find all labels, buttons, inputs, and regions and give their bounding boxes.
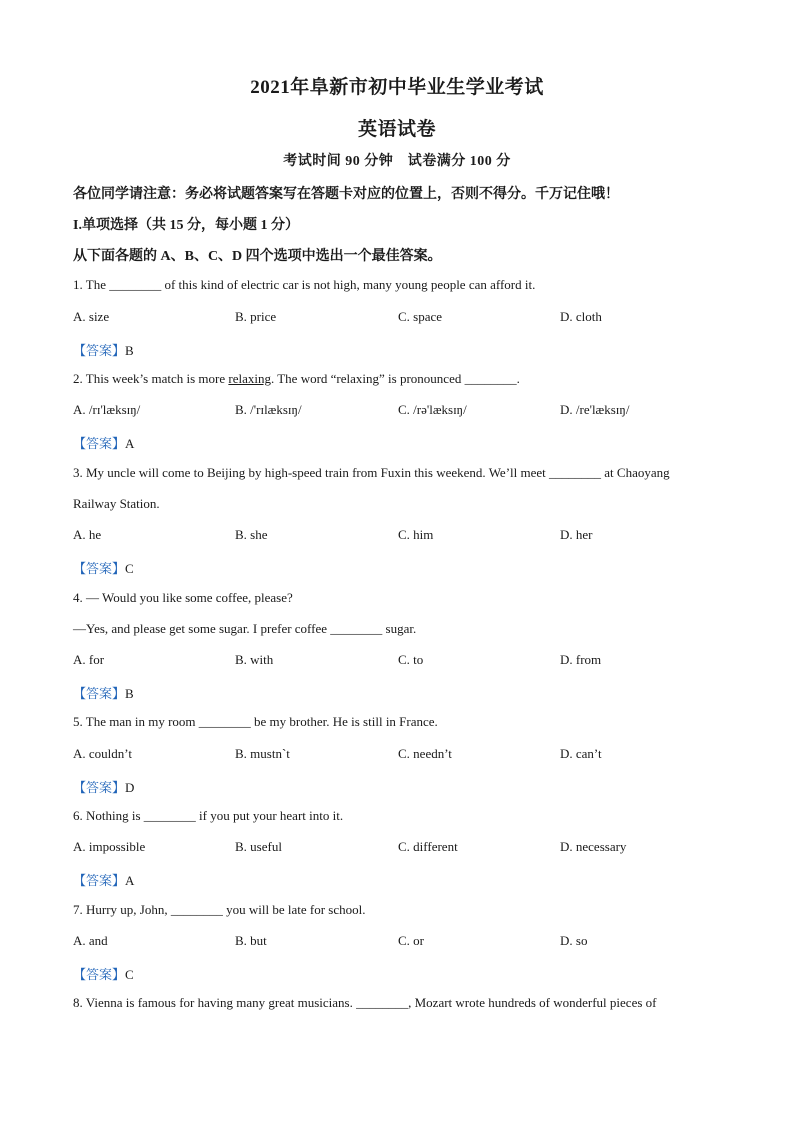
answer-tag: 【答案】 xyxy=(73,967,126,982)
q5-option-b: B. mustn`t xyxy=(235,746,290,761)
question-4: 4. — Would you like some coffee, please? xyxy=(73,590,293,605)
q6-answer xyxy=(73,870,134,889)
answer-tag: 【答案】 xyxy=(73,780,126,795)
q1-answer xyxy=(73,340,134,359)
question-8: 8. Vienna is famous for having many great musicians. ________, Mozart wrote hundreds of wonderful pieces of xyxy=(73,995,657,1010)
q3-option-b: B. she xyxy=(235,527,268,542)
q7-option-c: C. or xyxy=(398,933,424,948)
exam-title: 2021年阜新市初中毕业生学业考试 xyxy=(250,77,544,98)
q5-answer xyxy=(73,777,134,796)
q3-option-c: C. him xyxy=(398,527,434,542)
q6-option-b: B. useful xyxy=(235,839,282,854)
answer-value: A xyxy=(125,873,135,888)
section-heading: I.单项选择（共 15 分，每小题 1 分） xyxy=(73,218,299,233)
q5-option-a: A. couldn’t xyxy=(73,746,132,761)
q1-option-d: D. cloth xyxy=(560,309,602,324)
question-3-cont: Railway Station. xyxy=(73,496,160,511)
q3-option-a: A. he xyxy=(73,527,102,542)
q3-option-d: D. her xyxy=(560,527,593,542)
q4-option-a: A. for xyxy=(73,652,105,667)
q4-option-c: C. to xyxy=(398,652,424,667)
answer-value: A xyxy=(125,436,135,451)
q5-option-d: D. can’t xyxy=(560,746,602,761)
q6-option-d: D. necessary xyxy=(560,839,627,854)
question-3: 3. My uncle will come to Beijing by high-speed train from Fuxin this weekend. We’ll meet ________ at Chaoyang xyxy=(73,465,670,480)
q4-option-d: D. from xyxy=(560,652,602,667)
underlined-word: relaxing xyxy=(228,371,271,386)
q1-option-c: C. space xyxy=(398,309,443,324)
answer-tag: 【答案】 xyxy=(73,561,126,576)
q7-option-b: B. but xyxy=(235,933,267,948)
exam-subject: 英语试卷 xyxy=(357,119,436,140)
answer-value: C xyxy=(125,561,134,576)
question-1: 1. The ________ of this kind of electric car is not high, many young people can afford it. xyxy=(73,277,536,292)
answer-tag: 【答案】 xyxy=(73,343,126,358)
q1-option-b: B. price xyxy=(235,309,277,324)
q2-answer xyxy=(73,433,134,452)
answer-tag: 【答案】 xyxy=(73,436,126,451)
q7-option-a: A. and xyxy=(73,933,108,948)
q2-option-c: C. /rə'læksɪŋ/ xyxy=(398,402,467,417)
question-6: 6. Nothing is ________ if you put your heart into it. xyxy=(73,808,344,823)
q1-option-a: A. size xyxy=(73,309,110,324)
question-7: 7. Hurry up, John, ________ you will be late for school. xyxy=(73,902,366,917)
q5-option-c: C. needn’t xyxy=(398,746,452,761)
question-4-cont: —Yes, and please get some sugar. I prefer coffee ________ sugar. xyxy=(73,621,417,636)
answer-value: D xyxy=(125,780,135,795)
q3-answer xyxy=(73,558,134,577)
notice: 各位同学请注意：务必将试题答案写在答题卡对应的位置上，否则不得分。千万记住哦！ xyxy=(73,187,619,202)
answer-value: B xyxy=(125,686,134,701)
answer-tag: 【答案】 xyxy=(73,873,126,888)
question-2 xyxy=(73,371,520,387)
q4-option-b: B. with xyxy=(235,652,274,667)
question-5: 5. The man in my room ________ be my brother. He is still in France. xyxy=(73,714,438,729)
exam-info: 考试时间 90 分钟 试卷满分 100 分 xyxy=(283,154,511,169)
answer-value: C xyxy=(125,967,134,982)
question-2-text-end: . The word “relaxing” is pronounced ________. xyxy=(270,371,520,386)
question-2-text: 2. This week’s match is more xyxy=(73,371,229,386)
q2-option-b: B. /'rɪlæksɪŋ/ xyxy=(235,402,302,417)
q6-option-a: A. impossible xyxy=(73,839,146,854)
q2-option-d: D. /re'læksɪŋ/ xyxy=(560,402,630,417)
q2-option-a: A. /rɪ'læksɪŋ/ xyxy=(73,402,141,417)
answer-value: B xyxy=(125,343,134,358)
q4-answer xyxy=(73,683,134,702)
q7-answer xyxy=(73,964,134,983)
answer-tag: 【答案】 xyxy=(73,686,126,701)
q7-option-d: D. so xyxy=(560,933,588,948)
section-instruction: 从下面各题的 A、B、C、D 四个选项中选出一个最佳答案。 xyxy=(73,249,442,264)
q6-option-c: C. different xyxy=(398,839,458,854)
